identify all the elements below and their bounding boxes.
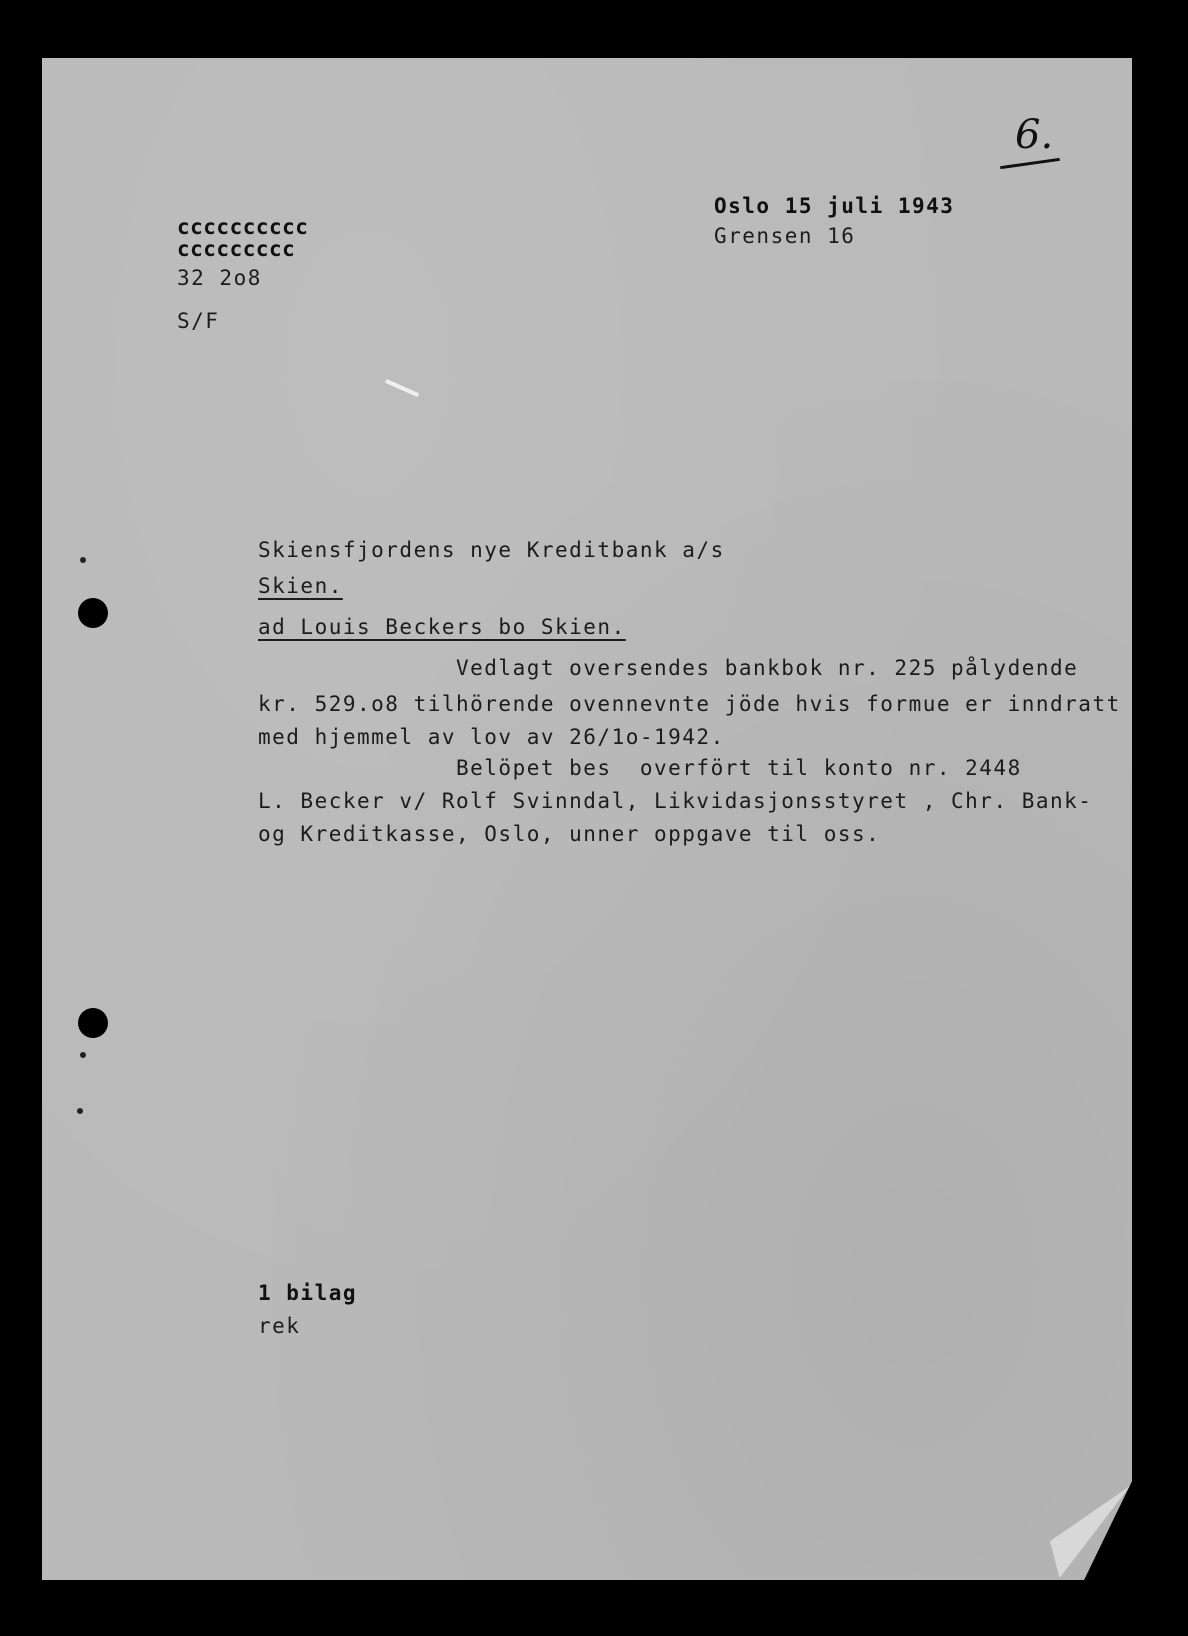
sender-address: Grensen 16 — [714, 224, 856, 248]
redacted-sender-line-1: cccccccccc — [177, 215, 309, 239]
recipient-name: Skiensfjordens nye Kreditbank a/s — [258, 538, 725, 562]
redacted-sender-line-2: ccccccccc — [177, 237, 296, 261]
body-line-1: Vedlagt oversendes bankbok nr. 225 pålydende — [456, 656, 1079, 680]
margin-mark — [77, 1108, 83, 1114]
margin-mark — [80, 557, 86, 563]
punch-hole-top — [78, 598, 108, 628]
punch-hole-bottom — [78, 1008, 108, 1038]
body-line-3: med hjemmel av lov av 26/1o-1942. — [258, 725, 725, 749]
place-date: Oslo 15 juli 1943 — [714, 194, 955, 218]
body-line-2: kr. 529.o8 tilhörende ovennevnte jöde hvis formue er inndratt — [258, 692, 1121, 716]
enclosure-note: 1 bilag — [258, 1281, 358, 1305]
margin-mark — [80, 1052, 86, 1058]
handwritten-page-number: 6. — [1015, 112, 1054, 158]
body-line-6: og Kreditkasse, Oslo, unner oppgave til oss. — [258, 822, 881, 846]
body-line-5: L. Becker v/ Rolf Svinndal, Likvidasjonsstyret , Chr. Bank- — [258, 789, 1093, 813]
registered-note: rek — [258, 1314, 301, 1338]
subject-line: ad Louis Beckers bo Skien. — [258, 615, 626, 639]
initials: S/F — [177, 309, 220, 333]
recipient-city: Skien. — [258, 574, 343, 598]
reference-number: 32 2o8 — [177, 266, 262, 290]
body-line-4: Belöpet bes overfört til konto nr. 2448 — [456, 756, 1022, 780]
